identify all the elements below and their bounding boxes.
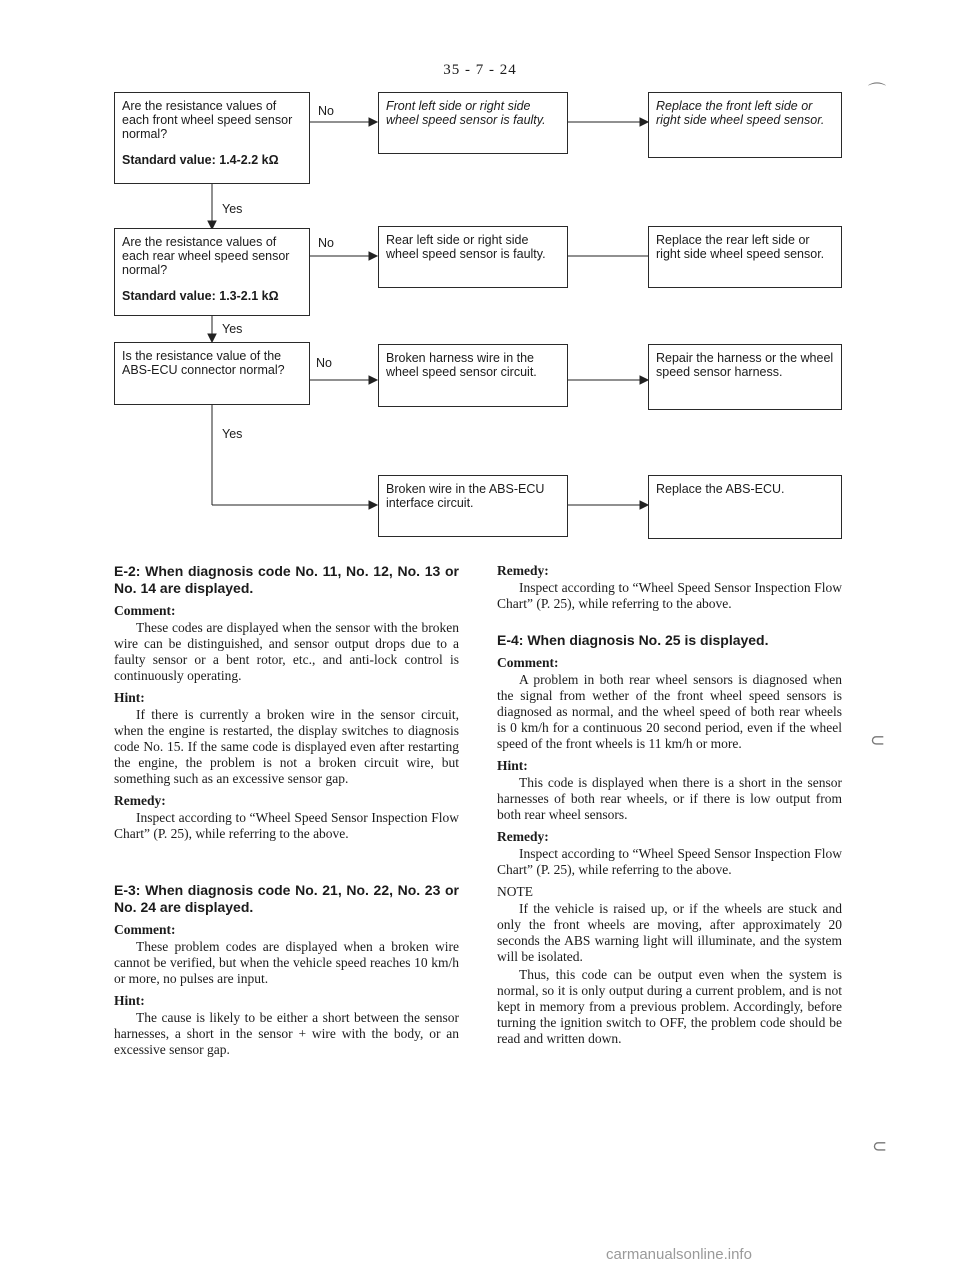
e4-hint-label: Hint: [497,758,528,773]
standard-value: Standard value: 1.3-2.1 kΩ [122,289,279,303]
action-box-repair-harness: Repair the harness or the wheel speed sensor harness. [648,344,842,410]
e2-remedy-label: Remedy: [114,793,166,808]
e2-hint-label: Hint: [114,690,145,705]
no-label-row3: No [316,356,332,370]
e4-comment-label: Comment: [497,655,559,670]
e4-remedy-label: Remedy: [497,829,549,844]
arrowhead-cause3-action3 [640,376,648,384]
e4-remedy: Inspect according to “Wheel Speed Sensor Inspection Flow Chart” (P. 25), while referring to the above. [497,846,842,877]
arrowhead-cause4-action4 [640,501,648,509]
arrowhead-q2-q3 [208,334,216,342]
e2-hint: If there is currently a broken wire in the sensor circuit, when the engine is restarted, the display switches to diagnosis code No. 15. If the same code is displayed even after restarting the engine, the problem is not a broken circuit wire, but something such as an excessive sensor gap. [114,707,459,786]
e2-comment-label: Comment: [114,603,176,618]
e3-hint: The cause is likely to be either a short between the sensor harnesses, a short in the sensor + wire with the body, or an excessive sensor gap. [114,1010,459,1057]
binding-hole-mark-bottom: ⊂ [872,1136,888,1156]
e3-comment-label: Comment: [114,922,176,937]
standard-value: Standard value: 1.4-2.2 kΩ [122,153,279,167]
e3-remedy-label: Remedy: [497,563,549,578]
e2-remedy: Inspect according to “Wheel Speed Sensor Inspection Flow Chart” (P. 25), while referring to the above. [114,810,459,841]
flowchart [0,0,960,560]
question-text: Are the resistance values of each front wheel speed sensor normal? [122,99,293,141]
e3-heading: E-3: When diagnosis code No. 21, No. 22, No. 23 or No. 24 are displayed. [114,882,459,915]
e4-heading: E-4: When diagnosis No. 25 is displayed. [497,632,769,648]
page-number: 35 - 7 - 24 [443,62,517,78]
e4-comment: A problem in both rear wheel sensors is diagnosed when the signal from wether of the front wheel speed sensors is diagnosed as normal, and the wheel speed of both rear wheels is 0 km/h for a continuous 20 second period, even if the wheel speed of the front wheels is 11 km/h or more. [497,672,842,751]
arrowhead-q3-cause4 [369,501,377,509]
right-column [497,563,842,1053]
arrowhead-q1-cause1 [369,118,377,126]
e4-hint: This code is displayed when there is a short in the sensor harnesses of both rear wheels, or if there is low output from both rear wheel sensors. [497,775,842,822]
binding-hole-mark-middle: ⊂ [870,730,886,750]
watermark: carmanualsonline.info [606,1246,752,1263]
e3-comment: These problem codes are displayed when a broken wire cannot be verified, but when the vehicle speed reaches 10 km/h or more, no pulses are input. [114,939,459,986]
no-label-row1: No [318,104,334,118]
cause-box-rear-sensor-faulty: Rear left side or right side wheel speed sensor is faulty. [378,226,568,288]
question-text: Is the resistance value of the ABS-ECU connector normal? [122,349,285,377]
question-box-rear-sensor [114,228,310,316]
arrowhead-q2-cause2 [369,252,377,260]
note-paragraph-1: If the vehicle is raised up, or if the wheels are stuck and only the front wheels are moving, after approximately 20 seconds the ABS warning light will illuminate, and the system will be isolated. [497,901,842,964]
question-box-ecu-connector [114,342,310,405]
question-text: Are the resistance values of each rear wheel speed sensor normal? [122,235,290,277]
yes-label-row3: Yes [222,427,243,441]
cause-box-front-sensor-faulty: Front left side or right side wheel speed sensor is faulty. [378,92,568,154]
e2-comment: These codes are displayed when the sensor with the broken wire can be distinguished, and sensor output drops due to a faulty sensor or a bent rotor, etc., and anti-lock control is continuously operating. [114,620,459,683]
question-box-front-sensor [114,92,310,184]
action-box-replace-rear-sensor: Replace the rear left side or right side wheel speed sensor. [648,226,842,288]
yes-label-row1: Yes [222,202,243,216]
note-paragraph-2: Thus, this code can be output even when the system is normal, so it is only output during a current problem, and is not kept in memory from a previous problem. Accordingly, before turning the ignition switch to OFF, the problem code should be read and written down. [497,967,842,1046]
arrowhead-cause1-action1 [640,118,648,126]
cause-box-broken-harness: Broken harness wire in the wheel speed sensor circuit. [378,344,568,407]
arrowhead-q3-cause3 [369,376,377,384]
e2-heading: E-2: When diagnosis code No. 11, No. 12, No. 13 or No. 14 are displayed. [114,563,459,596]
yes-label-row2: Yes [222,322,243,336]
e3-hint-label: Hint: [114,993,145,1008]
e3-remedy: Inspect according to “Wheel Speed Sensor Inspection Flow Chart” (P. 25), while referring to the above. [497,580,842,611]
cause-box-ecu-interface: Broken wire in the ABS-ECU interface circuit. [378,475,568,537]
action-box-replace-ecu: Replace the ABS-ECU. [648,475,842,539]
no-label-row2: No [318,236,334,250]
action-box-replace-front-sensor: Replace the front left side or right side wheel speed sensor. [648,92,842,158]
left-column [114,563,459,1064]
note-label: NOTE [497,884,533,899]
binding-hole-mark-top: ⌒ [868,82,886,102]
